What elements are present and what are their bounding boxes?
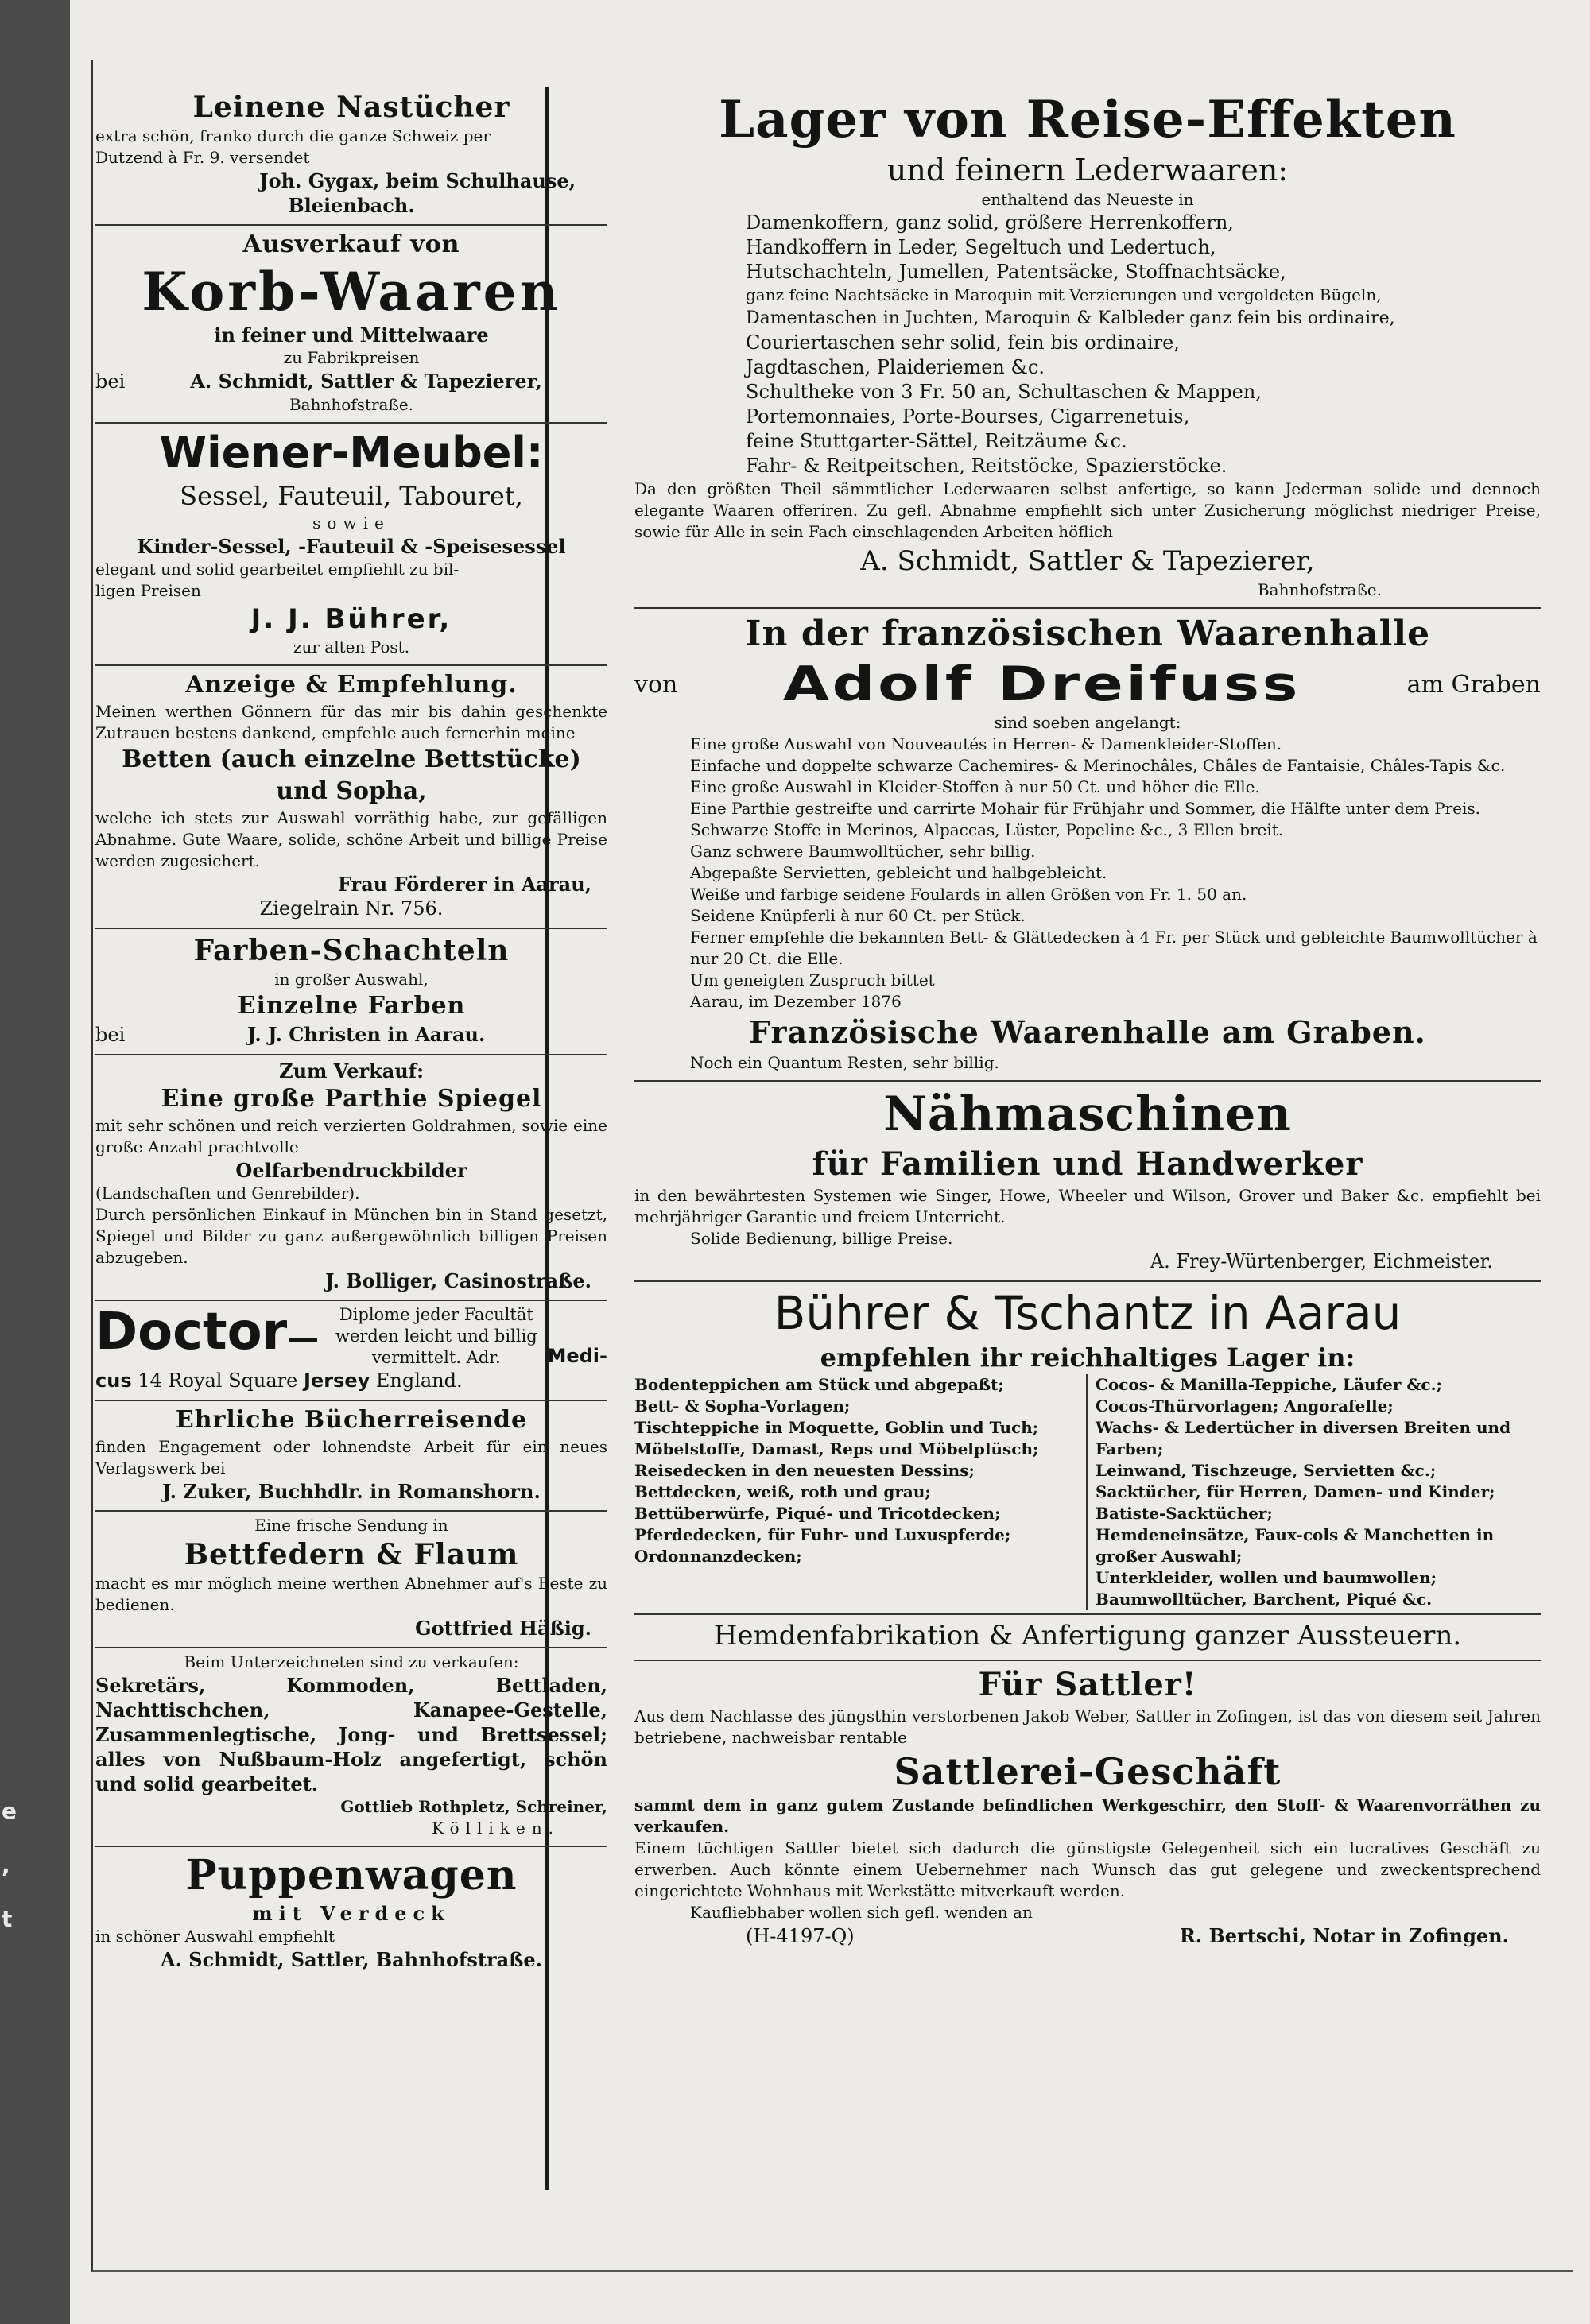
ad-text: Da den größten Theil sämmtlicher Lederwaaren selbst anfertige, so kann Jederman solide und dennoch elegante Waaren offeriren. Zu gefl. Abnahme empfiehlt sich unter Zusicherung möglichst niedriger Preise, sowie für Alle in sein Fach einschlagenden Arbeiten höflich (634, 479, 1541, 541)
ad-bettfedern (95, 1512, 607, 1648)
ad-text: in feiner und Mittelwaare (214, 323, 489, 347)
item-list (634, 211, 1541, 478)
ad-title: Ausverkauf von (242, 230, 460, 258)
ad-text: Durch persönlichen Einkauf in München bin in Stand gesetzt, Spiegel und Bilder zu ganz außergewöhnlich billigen Preisen abzugeben. (95, 1205, 607, 1267)
advertiser-name: J. Zuker, Buchhdlr. in Romanshorn. (162, 1480, 541, 1503)
ad-zum-verkauf-spiegel (95, 1055, 607, 1301)
edge-fragment: , (2, 1852, 10, 1878)
list-item: Ordonnanzdecken; (634, 1547, 802, 1566)
ad-decoration: — (287, 1320, 320, 1357)
ad-title: Nähmaschinen (883, 1086, 1292, 1142)
ad-moebel-verkauf (95, 1648, 607, 1847)
advertiser-name: Gottfried Häßig. (415, 1617, 591, 1640)
list-item: Fahr- & Reitpeitschen, Reitstöcke, Spazierstöcke. (746, 455, 1227, 477)
ad-headline: Oelfarbendruckbilder (235, 1159, 467, 1182)
scan-edge-left (0, 0, 70, 2324)
list-item: Möbelstoffe, Damast, Reps und Möbelplüsch; (634, 1439, 1039, 1458)
ad-text: bei (95, 1024, 126, 1046)
advertiser-name: J. J. Christen in Aarau. (246, 1023, 486, 1046)
ad-headline: Korb-Waaren (142, 261, 561, 323)
advertiser-place: Bahnhofstraße. (289, 395, 414, 414)
list-item: Portemonnaies, Porte-Bourses, Cigarrenetuis, (746, 405, 1190, 428)
ad-text: Solide Bedienung, billige Preise. (690, 1229, 953, 1248)
advertiser-name: Gottlieb Rothpletz, Schreiner, (340, 1797, 607, 1816)
list-item: Hutschachteln, Jumellen, Patentsäcke, Stoffnachtsäcke, (746, 261, 1286, 283)
ad-title: Lager von Reise-Effekten (719, 90, 1456, 149)
advertiser-name: J. Bolliger, Casinostraße. (325, 1269, 591, 1292)
divider (634, 1613, 1541, 1615)
list-item: Eine Parthie gestreifte und carrirte Mohair für Frühjahr und Sommer, die Hälfte unter dem Preis. (690, 799, 1480, 818)
list-item: ganz feine Nachtsäcke in Maroquin mit Verzierungen und vergoldeten Bügeln, (746, 285, 1382, 304)
advertiser-name: Frau Förderer in Aarau, (337, 873, 591, 896)
ad-text: sowie (312, 513, 390, 533)
ad-text: Beim Unterzeichneten sind zu verkaufen: (184, 1652, 519, 1671)
list-item: Eine große Auswahl von Nouveautés in Herren- & Damenkleider-Stoffen. (690, 734, 1282, 753)
advertiser-name: A. Schmidt, Sattler & Tapezierer, (860, 545, 1315, 577)
ad-headline: Einzelne Farben (237, 992, 466, 1020)
ad-title: In der französischen Waarenhalle (744, 614, 1431, 654)
list-item: feine Stuttgarter-Sättel, Reitzäume &c. (746, 430, 1127, 452)
ad-date: Aarau, im Dezember 1876 (690, 992, 902, 1011)
ad-signature: Französische Waarenhalle am Graben. (749, 1014, 1426, 1050)
ad-text: 14 Royal Square (138, 1369, 298, 1392)
item-list-left (634, 1374, 1088, 1610)
ad-puppenwagen (95, 1847, 607, 1978)
advertiser-place: zur alten Post. (293, 637, 410, 657)
item-columns (634, 1374, 1541, 1610)
list-item: Tischteppiche in Moquette, Goblin und Tuch; (634, 1418, 1039, 1437)
ad-text: Sekretärs, Kommoden, Bettladen, Nachttischchen, Kanapee-Gestelle, Zusammenlegtische, Jong- und Brettsessel; alles von Nußbaum-Holz angefertigt, schön und solid gearbeitet. (95, 1674, 607, 1795)
list-item: Handkoffern in Leder, Segeltuch und Ledertuch, (746, 236, 1216, 258)
ad-text: elegant und solid gearbeitet empfiehlt zu bil- (95, 560, 460, 579)
ad-leinene-nastuecher (95, 86, 607, 226)
ad-doctor (95, 1301, 607, 1401)
list-item: Hemdeneinsätze, Faux-cols & Manchetten in großer Auswahl; (1096, 1525, 1495, 1566)
list-item: Pferdedecken, für Fuhr- und Luxuspferde; (634, 1525, 1011, 1544)
ad-title: Anzeige & Empfehlung. (185, 671, 518, 699)
ad-text: ligen Preisen (95, 581, 201, 600)
list-item: Bett- & Sopha-Vorlagen; (634, 1396, 851, 1416)
list-item: Bodenteppichen am Stück und abgepaßt; (634, 1375, 1004, 1394)
item-list (634, 734, 1541, 1013)
advertiser-name: Adolf Dreifuss (783, 657, 1301, 712)
ad-text: extra schön, franko durch die ganze Schweiz per (95, 126, 491, 145)
list-item: Weiße und farbige seidene Foulards in allen Größen von Fr. 1. 50 an. (690, 885, 1247, 904)
advertiser-place: Bahnhofstraße. (1257, 580, 1382, 599)
ad-headline: Sattlerei-Geschäft (894, 1750, 1282, 1793)
list-item: Ferner empfehle die bekannten Bett- & Glättedecken à 4 Fr. per Stück und gebleichte Baumwolltücher à nur 20 Ct. die Elle. (690, 928, 1538, 968)
ad-footer: Hemdenfabrikation & Anfertigung ganzer Aussteuern. (713, 1620, 1462, 1652)
ad-text: Dutzend à Fr. 9. versendet (95, 148, 310, 167)
ad-text: England. (375, 1369, 463, 1392)
ad-title: Farben-Schachteln (193, 934, 510, 967)
list-item: Damentaschen in Juchten, Maroquin & Kalbleder ganz fein bis ordinaire, (746, 308, 1395, 328)
list-item: Wachs- & Ledertücher in diversen Breiten und Farben; (1096, 1418, 1511, 1458)
list-item: Bettdecken, weiß, roth und grau; (634, 1482, 931, 1501)
ad-text: Medi- (547, 1345, 607, 1367)
ad-text: sind soeben angelangt: (994, 713, 1181, 732)
ad-reise-effekten (634, 86, 1541, 609)
list-item: Couriertaschen sehr solid, fein bis ordinaire, (746, 331, 1180, 354)
ad-buecherreisende (95, 1401, 607, 1512)
ad-subtitle: für Familien und Handwerker (812, 1145, 1363, 1183)
list-item: Unterkleider, wollen und baumwollen; (1096, 1568, 1437, 1587)
list-item: Schultheke von 3 Fr. 50 an, Schultaschen & Mappen, (746, 381, 1262, 403)
ad-franzoesische-waarenhalle (634, 609, 1541, 1082)
ad-title: Wiener-Meubel: (159, 428, 544, 478)
list-item: Baumwolltücher, Barchent, Piqué &c. (1096, 1590, 1433, 1609)
list-item: Eine große Auswahl in Kleider-Stoffen à nur 50 Ct. und höher die Elle. (690, 777, 1260, 796)
ad-text: in den bewährtesten Systemen wie Singer, Howe, Wheeler und Wilson, Grover und Baker &c. empfiehlt bei mehrjähriger Garantie und freiem Unterricht. (634, 1186, 1541, 1226)
ad-text: cus (95, 1369, 132, 1392)
edge-fragment: e (2, 1798, 17, 1824)
ad-text: macht es mir möglich meine werthen Abnehmer auf's Beste zu bedienen. (95, 1574, 607, 1614)
ad-headline: Bettfedern & Flaum (184, 1538, 519, 1571)
ad-subtitle: empfehlen ihr reichhaltiges Lager in: (820, 1342, 1355, 1373)
ad-subtitle: und feinern Lederwaaren: (886, 153, 1289, 188)
advertiser-place: Kölliken. (432, 1819, 560, 1838)
ad-code: (H-4197-Q) (746, 1925, 855, 1947)
list-item: Damenkoffern, ganz solid, größere Herrenkoffern, (746, 211, 1234, 234)
ad-text: in schöner Auswahl empfiehlt (95, 1927, 335, 1946)
list-item: Batiste-Sacktücher; (1096, 1504, 1273, 1523)
ad-text: in großer Auswahl, (274, 970, 429, 989)
ad-korb-waaren (95, 226, 607, 424)
ad-text: sammt dem in ganz gutem Zustande befindlichen Werkgeschirr, den Stoff- & Waarenvorräthen zu verkaufen. (634, 1795, 1541, 1836)
advertiser-place: Ziegelrain Nr. 756. (259, 897, 444, 920)
ad-title: Für Sattler! (978, 1666, 1197, 1703)
ad-text: Kaufliebhaber wollen sich gefl. wenden an (690, 1903, 1033, 1922)
ad-title: Puppenwagen (185, 1851, 518, 1900)
advertiser-name: A. Frey-Würtenberger, Eichmeister. (1150, 1250, 1493, 1272)
ad-text: am Graben (1406, 670, 1541, 699)
ad-text: bei (95, 370, 126, 393)
ad-fuer-sattler (634, 1661, 1541, 1955)
ad-title: Bührer & Tschantz in Aarau (774, 1286, 1402, 1340)
ad-naehmaschinen (634, 1082, 1541, 1282)
list-item: Abgepaßte Servietten, gebleicht und halbgebleicht. (690, 863, 1107, 882)
ad-headline: Eine große Parthie Spiegel (161, 1085, 542, 1113)
ad-text: mit Verdeck (252, 1902, 451, 1925)
ad-title: Leinene Nastücher (192, 91, 510, 124)
ad-text: welche ich stets zur Auswahl vorräthig habe, zur gefälligen Abnahme. Gute Waare, solide, schöne Arbeit und billige Preise werden zugesichert. (95, 808, 607, 870)
right-column (634, 86, 1541, 1955)
list-item: Schwarze Stoffe in Merinos, Alpaccas, Lüster, Popeline &c., 3 Ellen breit. (690, 820, 1284, 839)
ad-text: Diplome jeder Facultät werden leicht und billig vermittelt. Adr. (335, 1305, 537, 1367)
ad-text: mit sehr schönen und reich verzierten Goldrahmen, sowie eine große Anzahl prachtvolle (95, 1116, 607, 1156)
ad-text: Eine frische Sendung in (254, 1516, 448, 1535)
item-list-right (1088, 1374, 1541, 1610)
ad-farben-schachteln (95, 929, 607, 1055)
ad-text: Sessel, Fauteuil, Tabouret, (180, 481, 523, 511)
ad-text: Einem tüchtigen Sattler bietet sich dadurch die günstigste Gelegenheit sich ein lucratives Geschäft zu erwerben. Auch könnte einem Uebernehmer nach Wunsch das gut gelegene und zweckentsprechend eingerichtete Wohnhaus mit Werkstätte mitverkauft werden. (634, 1838, 1541, 1900)
ad-title: Zum Verkauf: (279, 1059, 424, 1083)
list-item: Seidene Knüpferli à nur 60 Ct. per Stück. (690, 906, 1026, 925)
list-item: Ganz schwere Baumwolltücher, sehr billig. (690, 842, 1036, 861)
advertiser-place: Bleienbach. (288, 194, 415, 217)
ad-text: Kinder-Sessel, -Fauteuil & -Speisesessel (137, 535, 566, 558)
list-item: Reisedecken in den neuesten Dessins; (634, 1461, 975, 1480)
advertiser-name: R. Bertschi, Notar in Zofingen. (1179, 1924, 1509, 1947)
ad-wiener-meubel (95, 424, 607, 666)
ad-text: zu Fabrikpreisen (283, 348, 420, 367)
list-item: Leinwand, Tischzeuge, Servietten &c.; (1096, 1461, 1437, 1480)
ad-headline: Betten (auch einzelne Bettstücke) (122, 746, 581, 773)
advertiser-name: Joh. Gygax, beim Schulhause, (259, 169, 576, 192)
ad-anzeige-empfehlung (95, 666, 607, 929)
advertiser-name: A. Schmidt, Sattler & Tapezierer, (190, 370, 542, 393)
list-item: Cocos- & Manilla-Teppiche, Läufer &c.; (1096, 1375, 1442, 1394)
edge-fragment: t (2, 1906, 13, 1932)
ad-text: Noch ein Quantum Resten, sehr billig. (690, 1053, 999, 1072)
advertiser-name: J. J. Bührer, (250, 603, 452, 635)
ad-buehrer-tschantz (634, 1282, 1541, 1661)
ad-text: von (634, 670, 678, 699)
ad-text: Um geneigten Zuspruch bittet (690, 970, 935, 990)
ad-text: Aus dem Nachlasse des jüngsthin verstorbenen Jakob Weber, Sattler in Zofingen, ist das von diesem seit Jahren betriebene, nachweisbar rentable (634, 1706, 1541, 1747)
ad-text: finden Engagement oder lohnendste Arbeit für ein neues Verlagswerk bei (95, 1437, 607, 1478)
ad-text: Meinen werthen Gönnern für das mir bis dahin geschenkte Zutrauen bestens dankend, empfehle auch fernerhin meine (95, 702, 607, 742)
ad-text: Jersey (304, 1369, 370, 1392)
list-item: Jagdtaschen, Plaideriemen &c. (746, 356, 1045, 378)
ad-text: (Landschaften und Genrebilder). (95, 1183, 360, 1203)
ad-headline: und Sopha, (276, 777, 427, 805)
left-column (95, 86, 607, 1978)
ad-title: Doctor (95, 1303, 288, 1361)
list-item: Sacktücher, für Herren, Damen- und Kinder; (1096, 1482, 1495, 1501)
ad-title: Ehrliche Bücherreisende (175, 1406, 528, 1434)
ad-text: enthaltend das Neueste in (981, 190, 1194, 209)
advertiser-name: A. Schmidt, Sattler, Bahnhofstraße. (160, 1948, 543, 1971)
list-item: Einfache und doppelte schwarze Cachemires- & Merinochâles, Châles de Fantaisie, Châles-Tapis &c. (690, 756, 1506, 775)
list-item: Cocos-Thürvorlagen; Angorafelle; (1096, 1396, 1394, 1416)
list-item: Bettüberwürfe, Piqué- und Tricotdecken; (634, 1504, 1001, 1523)
